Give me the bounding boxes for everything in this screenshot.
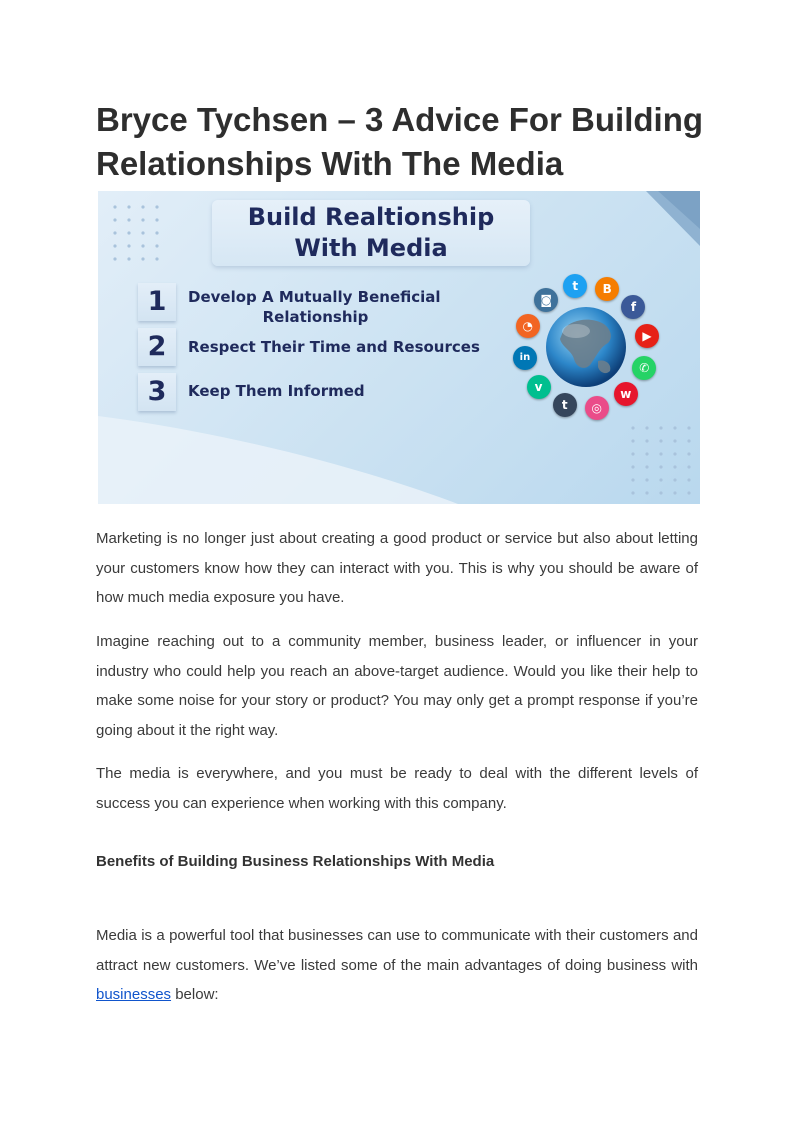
blogger-icon: B [595, 277, 619, 301]
dot-grid-bottom-right [630, 419, 700, 504]
step-number: 1 [138, 283, 176, 321]
paragraph-media-everywhere: The media is everywhere, and you must be ready to deal with the different levels of success you can experience when working with this company. [96, 765, 698, 812]
twitter-icon: t [563, 274, 587, 298]
page-title: Bryce Tychsen – 3 Advice For Building Relationships With The Media [96, 101, 704, 182]
vine-icon: v [527, 375, 551, 399]
instagram-icon: ◙ [534, 288, 558, 312]
step-text-line2: Relationship [262, 308, 369, 326]
paragraph-intro: Marketing is no longer just about creating a good product or service but also about letting your customers know how they can interact with you. This is why you should be aware of how much media exposure you have. [96, 530, 698, 606]
banner-heading-line2: With Media [294, 234, 448, 262]
banner-image [98, 191, 700, 504]
banner-heading-line1: Build Realtionship [247, 203, 495, 231]
facebook-icon: f [621, 295, 645, 319]
rss-icon: ◔ [516, 314, 540, 338]
tumblr-icon: t [553, 393, 577, 417]
social-globe [506, 267, 666, 427]
section-subheading: Benefits of Building Business Relationships With Media [96, 853, 495, 870]
paragraph-reach-out: Imagine reaching out to a community member, business leader, or influencer in your industry who could help you reach an above-target audience. Would you like their help to make some noise for your story or product? You may only get a prompt response if you’re going about it the right way. [96, 633, 698, 739]
step-text: Develop A Mutually Beneficial [188, 288, 441, 306]
paragraph-benefits-tail: below: [171, 986, 219, 1003]
businesses-link[interactable]: businesses [96, 986, 172, 1003]
paragraph-benefits-text: Media is a powerful tool that businesses can use to communicate with their customers and attract new customers. We’ve listed some of the main advantages of doing business with [96, 927, 698, 974]
linkedin-icon: in [513, 346, 537, 370]
dot-grid-top-left [106, 197, 162, 267]
wave-shape [98, 416, 458, 504]
youtube-icon: ▶ [635, 324, 659, 348]
step-number: 2 [138, 328, 176, 366]
banner-heading [212, 200, 530, 266]
dribbble-icon: ◎ [585, 396, 609, 420]
step-text: Respect Their Time and Resources [188, 338, 480, 356]
paragraph-benefits [96, 921, 698, 1010]
whatsapp-icon: ✆ [632, 356, 656, 380]
step-number: 3 [138, 373, 176, 411]
weibo-icon: w [614, 382, 638, 406]
step-text: Keep Them Informed [188, 382, 365, 400]
